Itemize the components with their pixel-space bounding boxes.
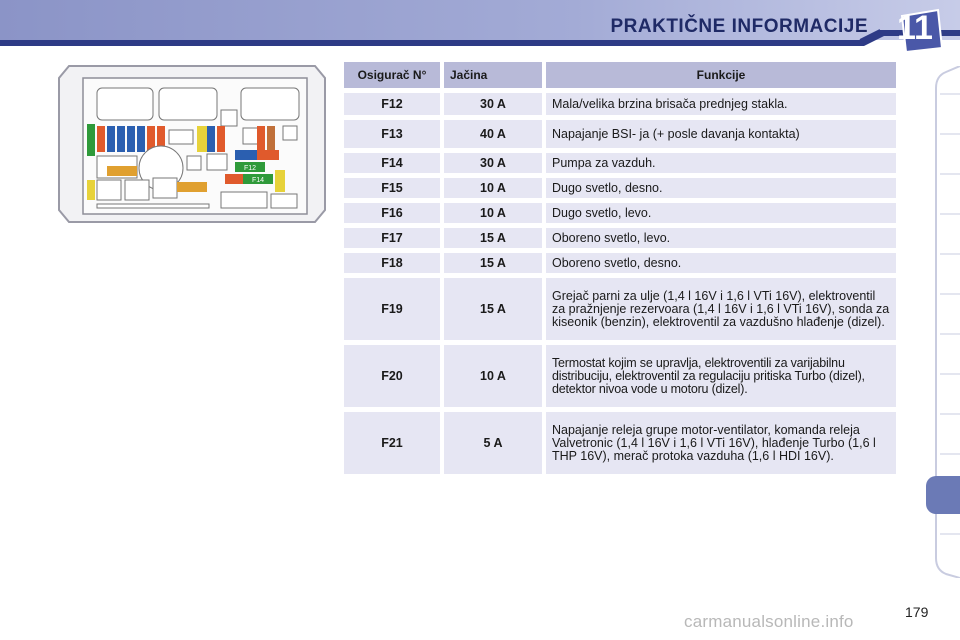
fuse-number: F20 <box>344 345 440 407</box>
fuse-amperage: 10 A <box>444 178 542 198</box>
relay-3 <box>241 88 299 120</box>
table-row <box>344 93 896 115</box>
fuse-amperage: 10 A <box>444 345 542 407</box>
fuse-function: Dugo svetlo, desno. <box>546 178 896 198</box>
fuse-number: F14 <box>344 153 440 173</box>
table-row <box>344 412 896 474</box>
fuse-number: F19 <box>344 278 440 340</box>
fuse-amperage: 30 A <box>444 153 542 173</box>
fuse-function: Napajanje BSI- ja (+ posle davanja kontakta) <box>546 120 896 148</box>
fuse-number: F17 <box>344 228 440 248</box>
table-row <box>344 203 896 223</box>
table-row <box>344 178 896 198</box>
fuse-number: F18 <box>344 253 440 273</box>
fuse-number: F12 <box>344 93 440 115</box>
diagram-label-f14: F14 <box>251 177 265 184</box>
table-row <box>344 345 896 407</box>
fuse-amperage: 15 A <box>444 278 542 340</box>
chapter-tabs <box>930 66 960 578</box>
table-row <box>344 120 896 148</box>
fuse-number: F15 <box>344 178 440 198</box>
chapter-number: 11 <box>897 9 933 47</box>
page-title: PRAKTIČNE INFORMACIJE <box>610 16 868 37</box>
fuse-number: F13 <box>344 120 440 148</box>
fuse-function: Grejač parni za ulje (1,4 l 16V i 1,6 l VTi 16V), elektroventil za pražnjenje rezervoara (1,4 l 16V i 1,6 l VTi 16V), sonda za kiseonik (benzin), elektroventil za vazdušno hlađenje (dizel). <box>546 278 896 340</box>
fuse-number: F16 <box>344 203 440 223</box>
fuse-table <box>340 57 900 479</box>
page-header <box>0 0 960 52</box>
table-row <box>344 153 896 173</box>
fuse-amperage: 15 A <box>444 253 542 273</box>
column-header-fuse: Osigurač N° <box>344 62 440 88</box>
chapter-tab-11[interactable] <box>926 476 960 514</box>
fuse-box-diagram <box>57 64 327 224</box>
page-number: 179 <box>905 604 929 620</box>
column-header-function: Funkcije <box>546 62 896 88</box>
fuse-function: Dugo svetlo, levo. <box>546 203 896 223</box>
fuse-function: Oboreno svetlo, levo. <box>546 228 896 248</box>
diagram-label-f12: F12 <box>243 165 257 172</box>
table-row <box>344 228 896 248</box>
table-row <box>344 253 896 273</box>
watermark: carmanualsonline.info <box>684 612 854 631</box>
fuse-number: F21 <box>344 412 440 474</box>
fuse-amperage: 30 A <box>444 93 542 115</box>
fuse-function: Mala/velika brzina brisača prednjeg stakla. <box>546 93 896 115</box>
fuse-function: Termostat kojim se upravlja, elektroventili za varijabilnu distribuciju, elektroventil za regulaciju pritiska Turbo (dizel), detektor nivoa vode u motoru (dizel). <box>546 345 896 407</box>
fuse-function: Oboreno svetlo, desno. <box>546 253 896 273</box>
fuse-function: Pumpa za vazduh. <box>546 153 896 173</box>
fuse-amperage: 15 A <box>444 228 542 248</box>
relay-1 <box>97 88 153 120</box>
table-header-row <box>344 62 896 88</box>
relay-2 <box>159 88 217 120</box>
fuse-amperage: 5 A <box>444 412 542 474</box>
column-header-amperage: Jačina <box>444 62 542 88</box>
table-row <box>344 278 896 340</box>
fuse-amperage: 40 A <box>444 120 542 148</box>
fuse-amperage: 10 A <box>444 203 542 223</box>
fuse-function: Napajanje releja grupe motor-ventilator, komanda releja Valvetronic (1,4 l 16V i 1,6 l VTi 16V), hlađenje Turbo (1,6 l THP 16V), merač protoka vazduha (1,6 l HDI 16V). <box>546 412 896 474</box>
